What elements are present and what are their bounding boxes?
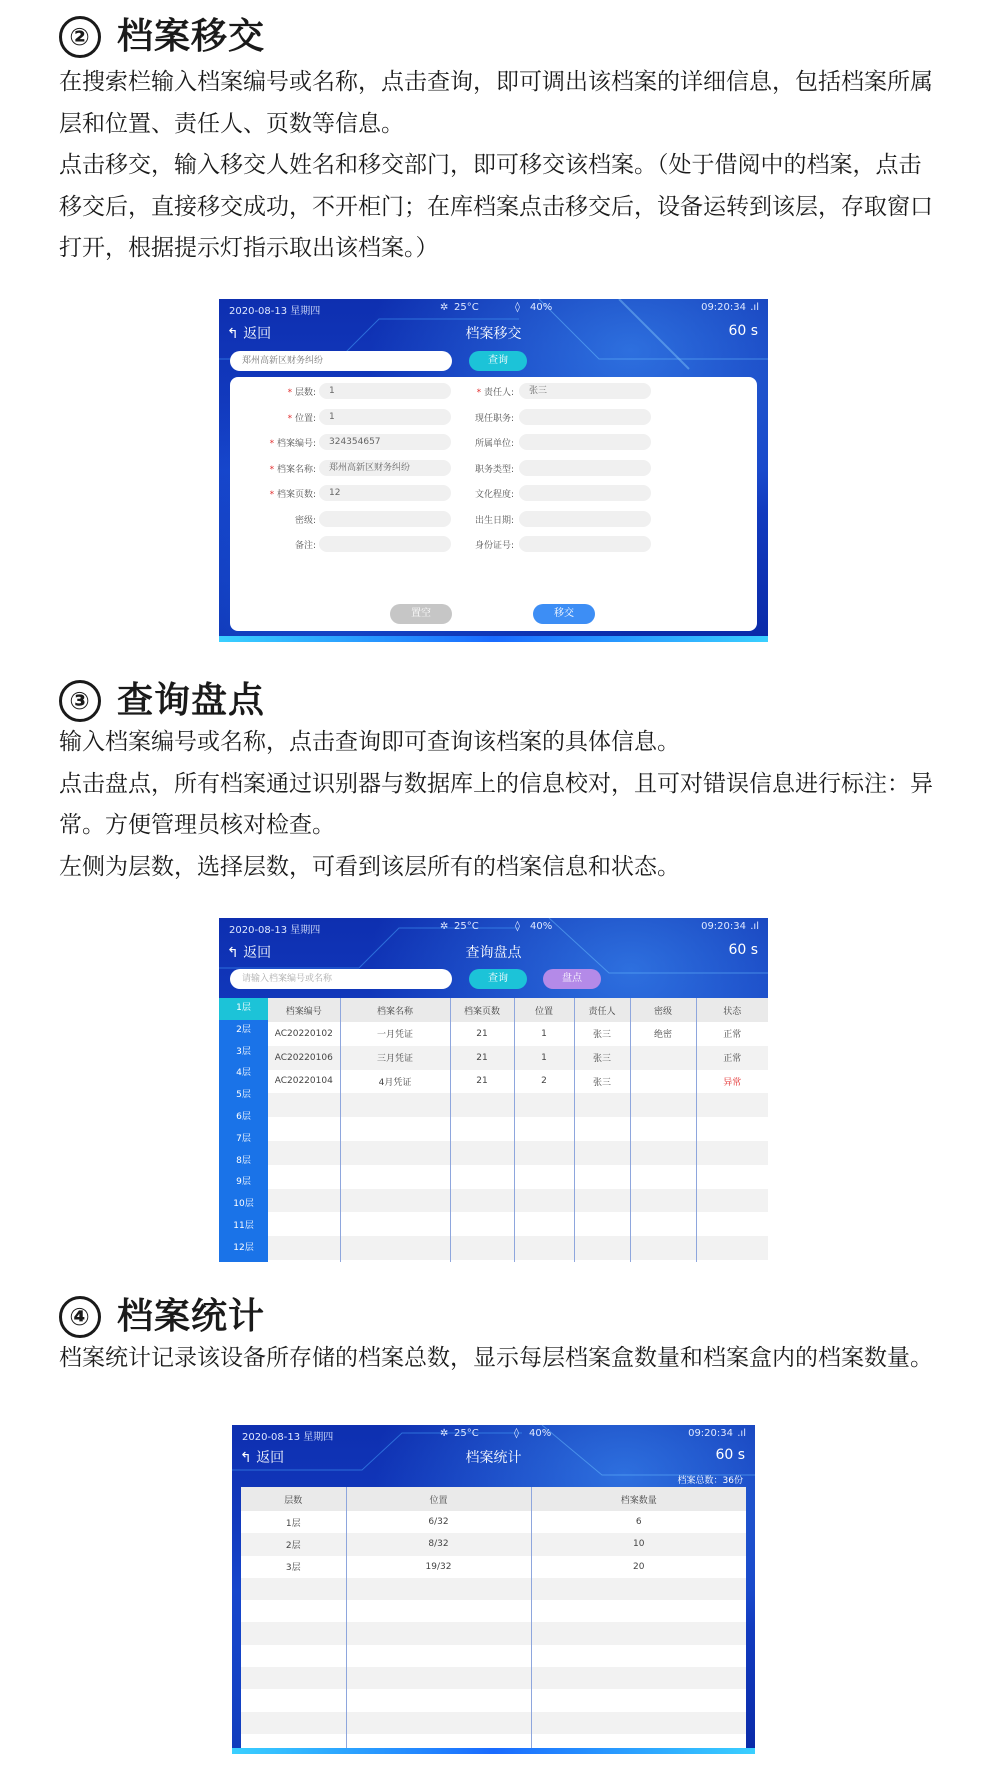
- status-temperature: 25°C: [454, 921, 479, 932]
- table-cell: AC20220104: [268, 1070, 340, 1094]
- left-field-label: [220, 538, 316, 551]
- floor-list: [219, 998, 268, 1262]
- query-button[interactable]: 查询: [469, 969, 527, 989]
- form-panel: [230, 377, 757, 631]
- table-cell: 3层: [241, 1556, 346, 1578]
- table-cell: [514, 1189, 574, 1213]
- section-3-paragraph-3: 左侧为层数，选择层数，可看到该层所有的档案信息和状态。: [59, 853, 680, 880]
- table-row: [268, 1165, 768, 1189]
- table-cell: 正常: [696, 1022, 768, 1046]
- table-cell: [696, 1236, 768, 1260]
- table-cell: [630, 1046, 696, 1070]
- table-row[interactable]: [268, 1022, 768, 1046]
- table-cell: [450, 1236, 514, 1260]
- left-field-input[interactable]: 12: [319, 485, 451, 501]
- table-cell: [630, 1189, 696, 1213]
- table-cell: 19/32: [346, 1556, 531, 1578]
- table-cell: [514, 1117, 574, 1141]
- table-cell: [531, 1689, 746, 1711]
- table-cell: [514, 1260, 574, 1262]
- table-cell: 绝密: [630, 1022, 696, 1046]
- left-field-label: [220, 462, 316, 475]
- table-cell: [696, 1165, 768, 1189]
- humidity-icon: ◊: [515, 921, 520, 932]
- section-2-paragraph-2: 点击移交，输入移交人姓名和移交部门，即可移交该档案。（处于借阅中的档案，点击移交后，直接移交成功，不开柜门；在库档案点击移交后，设备运转到该层，存取窗口打开，根据提示灯指示取出该档案。）: [59, 152, 933, 261]
- left-field-input[interactable]: 郑州高新区财务纠纷: [319, 460, 451, 476]
- table-cell: 8/32: [346, 1533, 531, 1555]
- table-cell: [574, 1260, 630, 1262]
- table-row[interactable]: [268, 1046, 768, 1070]
- status-date: 2020-08-13 星期四: [229, 925, 321, 936]
- table-cell: [346, 1689, 531, 1711]
- required-mark: *: [287, 413, 295, 424]
- table-cell: [531, 1667, 746, 1689]
- column-header: 档案编号: [268, 998, 340, 1022]
- left-field-input[interactable]: 324354657: [319, 434, 451, 450]
- table-cell: AC20220102: [268, 1022, 340, 1046]
- section-2-paragraph-1: 在搜索栏输入档案编号或名称，点击查询，即可调出该档案的详细信息，包括档案所属层和位置、责任人、页数等信息。: [59, 69, 933, 137]
- column-header: 位置: [346, 1487, 531, 1511]
- table-cell: [630, 1141, 696, 1165]
- right-field-label: [418, 487, 514, 500]
- signal-icon: .ıl: [737, 1428, 746, 1439]
- table-cell: [346, 1600, 531, 1622]
- table-cell: 2层: [241, 1533, 346, 1555]
- table-cell: [630, 1236, 696, 1260]
- table-cell: [574, 1212, 630, 1236]
- table-cell: [630, 1165, 696, 1189]
- left-field-label-text: 层数:: [294, 388, 316, 398]
- table-cell: [450, 1117, 514, 1141]
- table-cell: [531, 1712, 746, 1734]
- bottom-glow: [219, 636, 768, 642]
- right-field-label: [418, 513, 514, 526]
- table-cell: [574, 1189, 630, 1213]
- table-cell: [514, 1236, 574, 1260]
- right-field-input[interactable]: [519, 409, 651, 425]
- required-mark: *: [476, 388, 484, 398]
- table-row[interactable]: [268, 1070, 768, 1094]
- right-field-label-text: 身份证号:: [474, 541, 514, 551]
- table-cell: [268, 1141, 340, 1165]
- floor-item[interactable]: 11层: [233, 1220, 254, 1231]
- table-row: [241, 1578, 746, 1600]
- left-field-input[interactable]: 1: [319, 409, 451, 425]
- table-cell: [268, 1189, 340, 1213]
- table-cell: [346, 1645, 531, 1667]
- table-row: [241, 1556, 746, 1578]
- table-cell: [574, 1141, 630, 1165]
- column-header: 层数: [241, 1487, 346, 1511]
- status-humidity: 40%: [530, 921, 553, 932]
- countdown-timer: 60 s: [728, 942, 758, 958]
- table-cell: [574, 1117, 630, 1141]
- table-cell: [696, 1141, 768, 1165]
- transfer-screen: [219, 299, 768, 642]
- table-cell: [531, 1578, 746, 1600]
- table-cell: 20: [531, 1556, 746, 1578]
- table-cell: [630, 1212, 696, 1236]
- table-cell: [696, 1260, 768, 1262]
- table-cell: [514, 1141, 574, 1165]
- table-cell: [450, 1260, 514, 1262]
- column-header: 档案名称: [340, 998, 450, 1022]
- column-header: 档案页数: [450, 998, 514, 1022]
- table-cell: [630, 1117, 696, 1141]
- status-date: 2020-08-13 星期四: [242, 1432, 334, 1443]
- countdown-timer: 60 s: [728, 323, 758, 339]
- right-field-label-text: 出生日期:: [474, 515, 514, 526]
- column-header: 档案数量: [531, 1487, 746, 1511]
- table-row: [241, 1667, 746, 1689]
- table-cell: [514, 1212, 574, 1236]
- inventory-button[interactable]: 盘点: [543, 969, 601, 989]
- right-field-label: [418, 385, 514, 398]
- right-field-input[interactable]: [519, 485, 651, 501]
- archive-total: 档案总数：36份: [677, 1476, 743, 1486]
- status-time: 09:20:34: [701, 302, 746, 313]
- table-row: [268, 1212, 768, 1236]
- right-field-input[interactable]: [519, 434, 651, 450]
- column-header: 密级: [630, 998, 696, 1022]
- table-cell: [268, 1212, 340, 1236]
- table-cell: [346, 1578, 531, 1600]
- table-cell: [574, 1093, 630, 1117]
- table-cell: 三月凭证: [340, 1046, 450, 1070]
- floor-item[interactable]: 3层: [236, 1046, 251, 1057]
- table-cell: [268, 1260, 340, 1262]
- required-mark: *: [269, 464, 277, 475]
- table-cell: [241, 1600, 346, 1622]
- table-cell: [450, 1093, 514, 1117]
- table-row: [241, 1712, 746, 1734]
- table-row: [241, 1645, 746, 1667]
- back-label: 返回: [243, 945, 272, 961]
- floor-item[interactable]: 12层: [233, 1242, 254, 1253]
- floor-item[interactable]: 6层: [236, 1111, 251, 1122]
- right-field-label: [418, 462, 514, 475]
- right-field-label-text: 所属单位:: [474, 439, 514, 449]
- table-cell: 1: [514, 1022, 574, 1046]
- transfer-button[interactable]: 移交: [533, 604, 595, 624]
- table-cell: 4月凭证: [340, 1070, 450, 1094]
- status-bar: [219, 299, 768, 317]
- table-cell: 21: [450, 1046, 514, 1070]
- table-cell: 张三: [574, 1046, 630, 1070]
- left-field-label: [220, 487, 316, 500]
- table-cell: [531, 1600, 746, 1622]
- table-cell: [696, 1117, 768, 1141]
- floor-item[interactable]: 7层: [236, 1133, 251, 1144]
- table-cell: [696, 1212, 768, 1236]
- section-3-heading: 查询盘点: [117, 680, 266, 721]
- right-field-input[interactable]: [519, 511, 651, 527]
- back-arrow-icon: ↰: [240, 1450, 252, 1466]
- right-field-label-text: 文化程度:: [474, 490, 514, 500]
- right-field-label-text: 现任职务:: [474, 413, 514, 424]
- table-cell: [450, 1212, 514, 1236]
- floor-item[interactable]: 9层: [236, 1177, 251, 1188]
- right-field-input[interactable]: [519, 536, 651, 552]
- column-header: 责任人: [574, 998, 630, 1022]
- signal-icon: .ıl: [750, 302, 759, 313]
- table-cell: [268, 1117, 340, 1141]
- required-mark: *: [269, 490, 277, 500]
- inventory-screen: [219, 918, 768, 1262]
- status-bar: [232, 1425, 755, 1443]
- countdown-timer: 60 s: [715, 1447, 745, 1463]
- table-cell: [346, 1667, 531, 1689]
- status-temperature: 25°C: [454, 302, 479, 313]
- left-field-label-text: 档案名称:: [276, 464, 316, 475]
- table-cell: [630, 1070, 696, 1094]
- table-cell: 正常: [696, 1046, 768, 1070]
- back-arrow-icon: ↰: [227, 326, 239, 342]
- table-cell: 10: [531, 1533, 746, 1555]
- table-cell: [340, 1260, 450, 1262]
- floor-item[interactable]: 5层: [236, 1090, 251, 1101]
- section-3-description: [59, 722, 939, 888]
- back-label: 返回: [243, 326, 272, 342]
- table-cell: [241, 1689, 346, 1711]
- section-3-paragraph-1: 输入档案编号或名称，点击查询即可查询该档案的具体信息。: [59, 729, 680, 755]
- table-cell: [241, 1622, 346, 1644]
- floor-item[interactable]: 2层: [236, 1024, 251, 1035]
- table-cell: [340, 1165, 450, 1189]
- back-label: 返回: [256, 1450, 285, 1466]
- right-field-label: [418, 411, 514, 424]
- table-cell: 1层: [241, 1511, 346, 1533]
- required-mark: *: [269, 439, 277, 449]
- clear-button[interactable]: 置空: [390, 604, 452, 624]
- table-cell: [630, 1093, 696, 1117]
- section-4-description: [59, 1338, 939, 1380]
- inventory-table: [268, 998, 768, 1262]
- table-row: [268, 1236, 768, 1260]
- table-cell: [630, 1260, 696, 1262]
- section-4-number: ④: [59, 1296, 101, 1338]
- table-cell: [268, 1093, 340, 1117]
- right-field-label-text: 职务类型:: [474, 464, 514, 475]
- status-time: 09:20:34: [688, 1428, 733, 1439]
- section-2-description: [59, 62, 939, 270]
- right-field-label: [418, 436, 514, 449]
- table-cell: [268, 1236, 340, 1260]
- table-cell: 2: [514, 1070, 574, 1094]
- left-field-label-text: 档案编号:: [276, 439, 316, 449]
- floor-item[interactable]: 1层: [219, 998, 268, 1020]
- left-field-label: [220, 385, 316, 398]
- left-field-label: [220, 436, 316, 449]
- section-2-number: ②: [59, 16, 101, 58]
- floor-item[interactable]: 8层: [236, 1155, 251, 1166]
- table-cell: [340, 1117, 450, 1141]
- table-cell: [241, 1667, 346, 1689]
- table-cell: 一月凭证: [340, 1022, 450, 1046]
- table-cell: [268, 1165, 340, 1189]
- right-field-input[interactable]: [519, 460, 651, 476]
- table-row: [241, 1600, 746, 1622]
- statistics-screen: [232, 1425, 755, 1754]
- table-cell: [574, 1236, 630, 1260]
- left-field-input[interactable]: 1: [319, 383, 451, 399]
- table-cell: [450, 1141, 514, 1165]
- section-4-heading: 档案统计: [117, 1296, 266, 1337]
- table-row: [268, 1093, 768, 1117]
- right-field-label-text: 责任人:: [483, 388, 514, 398]
- query-button[interactable]: 查询: [469, 351, 527, 371]
- section-2-heading: 档案移交: [117, 16, 266, 57]
- left-field-label-text: 备注:: [294, 541, 316, 551]
- table-row: [268, 1141, 768, 1165]
- table-cell: [241, 1578, 346, 1600]
- right-field-label: [418, 538, 514, 551]
- required-mark: *: [287, 388, 295, 398]
- table-row: [241, 1511, 746, 1533]
- left-field-label-text: 档案页数:: [276, 490, 316, 500]
- table-cell: [696, 1093, 768, 1117]
- thermometer-icon: ✲: [440, 1428, 449, 1439]
- table-cell: 21: [450, 1070, 514, 1094]
- table-cell: [574, 1165, 630, 1189]
- screen-title: 档案统计: [465, 1450, 522, 1466]
- status-humidity: 40%: [530, 302, 553, 313]
- table-row: [241, 1622, 746, 1644]
- search-input[interactable]: 郑州高新区财务纠纷: [230, 351, 452, 371]
- table-cell: [346, 1622, 531, 1644]
- table-cell: 张三: [574, 1070, 630, 1094]
- table-cell: [450, 1165, 514, 1189]
- section-4-paragraph-1: 档案统计记录该设备所存储的档案总数，显示每层档案盒数量和档案盒内的档案数量。: [59, 1345, 933, 1371]
- status-bar: [219, 918, 768, 936]
- status-date: 2020-08-13 星期四: [229, 306, 321, 317]
- thermometer-icon: ✲: [440, 921, 449, 932]
- table-row: [241, 1533, 746, 1555]
- section-3-number: ③: [59, 680, 101, 722]
- bottom-glow: [232, 1748, 755, 1754]
- left-field-label: [220, 513, 316, 526]
- table-cell: [346, 1712, 531, 1734]
- table-cell: [241, 1645, 346, 1667]
- table-row: [268, 1260, 768, 1262]
- section-2-title: [59, 8, 265, 59]
- table-cell: [340, 1141, 450, 1165]
- table-cell: 6/32: [346, 1511, 531, 1533]
- right-field-input[interactable]: 张三: [519, 383, 651, 399]
- table-cell: 21: [450, 1022, 514, 1046]
- left-field-label-text: 密级:: [294, 515, 316, 526]
- table-cell: [696, 1189, 768, 1213]
- section-3-paragraph-2: 点击盘点，所有档案通过识别器与数据库上的信息校对，且可对错误信息进行标注：异常。方便管理员核对检查。: [59, 770, 933, 838]
- table-cell: [514, 1165, 574, 1189]
- table-cell: [531, 1645, 746, 1667]
- humidity-icon: ◊: [514, 1428, 519, 1439]
- left-field-label: [220, 411, 316, 424]
- status-humidity: 40%: [529, 1428, 552, 1439]
- section-4-title: [59, 1288, 265, 1339]
- table-cell: [340, 1093, 450, 1117]
- signal-icon: .ıl: [750, 921, 759, 932]
- table-cell: 张三: [574, 1022, 630, 1046]
- table-row: [268, 1117, 768, 1141]
- table-cell: 异常: [696, 1070, 768, 1094]
- table-cell: [514, 1093, 574, 1117]
- screen-title: 档案移交: [465, 326, 522, 342]
- status-temperature: 25°C: [454, 1428, 479, 1439]
- section-3-title: [59, 672, 265, 723]
- column-header: 状态: [696, 998, 768, 1022]
- left-field-label-text: 位置:: [294, 413, 316, 424]
- column-header: 位置: [514, 998, 574, 1022]
- status-time: 09:20:34: [701, 921, 746, 932]
- screen-title: 查询盘点: [465, 945, 522, 961]
- table-cell: 1: [514, 1046, 574, 1070]
- humidity-icon: ◊: [515, 302, 520, 313]
- table-cell: [450, 1189, 514, 1213]
- table-cell: [340, 1189, 450, 1213]
- table-cell: [241, 1712, 346, 1734]
- table-cell: 6: [531, 1511, 746, 1533]
- search-input[interactable]: 请输入档案编号或名称: [230, 969, 452, 989]
- table-cell: AC20220106: [268, 1046, 340, 1070]
- floor-item[interactable]: 4层: [236, 1068, 251, 1079]
- statistics-table: [241, 1487, 746, 1754]
- table-cell: [531, 1622, 746, 1644]
- table-cell: [340, 1212, 450, 1236]
- table-cell: [340, 1236, 450, 1260]
- back-arrow-icon: ↰: [227, 945, 239, 961]
- table-row: [268, 1189, 768, 1213]
- table-row: [241, 1689, 746, 1711]
- thermometer-icon: ✲: [440, 302, 449, 313]
- floor-item[interactable]: 10层: [233, 1199, 254, 1210]
